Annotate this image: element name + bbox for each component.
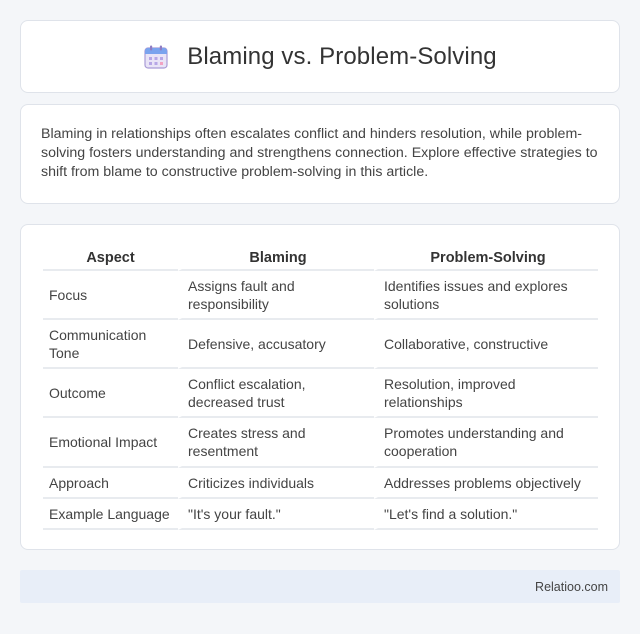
cell-problem-solving: Collaborative, constructive (374, 320, 598, 369)
comparison-card (20, 224, 620, 550)
cell-problem-solving: Identifies issues and explores solutions (374, 271, 598, 320)
cell-aspect: Emotional Impact (43, 418, 178, 468)
cell-blaming: "It's your fault." (178, 499, 374, 530)
cell-blaming: Assigns fault and responsibility (178, 271, 374, 320)
cell-aspect: Example Language (43, 499, 178, 530)
intro-text: Blaming in relationships often escalates conflict and hinders resolution, while problem-solving fosters understanding and strengthens connection. Explore effective strategies to shift from blame to constructive problem-solving in this article. (41, 126, 598, 180)
header-problem-solving: Problem-Solving (374, 245, 598, 271)
cell-problem-solving: "Let's find a solution." (374, 499, 598, 530)
footer-bar (20, 570, 620, 603)
calendar-icon (143, 44, 169, 70)
cell-blaming: Conflict escalation, decreased trust (178, 369, 374, 418)
cell-aspect: Approach (43, 468, 178, 499)
cell-problem-solving: Resolution, improved relationships (374, 369, 598, 418)
comparison-table (43, 245, 598, 530)
title-card (20, 20, 620, 93)
cell-aspect: Outcome (43, 369, 178, 418)
table-row (43, 271, 598, 320)
page-title: Blaming vs. Problem-Solving (187, 42, 497, 70)
cell-blaming: Criticizes individuals (178, 468, 374, 499)
cell-blaming: Creates stress and resentment (178, 418, 374, 468)
intro-card (20, 104, 620, 204)
table-header-row (43, 245, 598, 271)
cell-aspect: Focus (43, 271, 178, 320)
cell-blaming: Defensive, accusatory (178, 320, 374, 369)
table-row (43, 499, 598, 530)
header-aspect: Aspect (43, 245, 178, 271)
table-row (43, 320, 598, 369)
title-wrap (143, 43, 497, 71)
header-blaming: Blaming (178, 245, 374, 271)
cell-problem-solving: Addresses problems objectively (374, 468, 598, 499)
footer-brand[interactable]: Relatioo.com (535, 579, 608, 594)
table-row (43, 369, 598, 418)
cell-aspect: Communication Tone (43, 320, 178, 369)
cell-problem-solving: Promotes understanding and cooperation (374, 418, 598, 468)
table-row (43, 418, 598, 468)
table-row (43, 468, 598, 499)
